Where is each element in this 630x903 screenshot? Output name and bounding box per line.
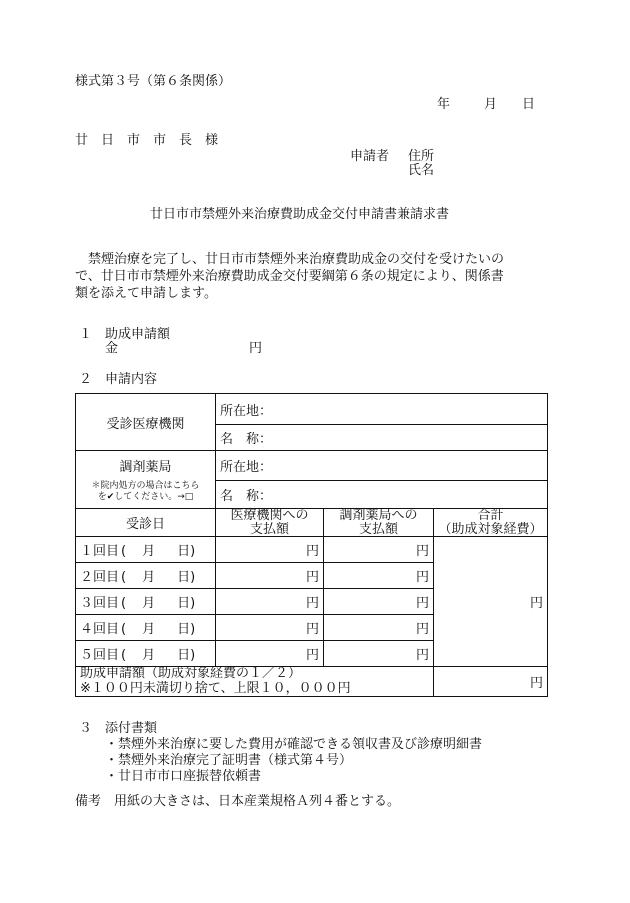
attachment-item-3: ・廿日市市口座振替依頼書 — [105, 769, 262, 784]
form-number: 様式第３号（第６条関係） — [75, 74, 232, 89]
month-label: 月 — [142, 596, 156, 612]
visit-3-pharmacy-amount[interactable]: 円 — [324, 589, 434, 615]
medical-location-field[interactable] — [216, 394, 548, 425]
col-pharmacy-line-1: 調剤薬局への — [339, 508, 418, 523]
application-table — [75, 393, 548, 697]
address-label: 住所 — [408, 149, 435, 164]
intro-line-2: で、廿日市市禁煙外来治療費助成金交付要綱第６条の規定により、関係書 — [75, 269, 504, 284]
col-pharmacy-line-2: 支払額 — [358, 521, 398, 537]
section2-heading: 申請内容 — [105, 372, 158, 387]
month-label: 月 — [142, 544, 156, 560]
total-amount[interactable]: 円 — [434, 537, 548, 667]
remarks-text: 用紙の大きさは、日本産業規格Ａ列４番とする。 — [114, 794, 401, 809]
col-visit-date: 受診日 — [76, 509, 216, 537]
applicant-label: 申請者 — [350, 149, 390, 164]
visit-5-date[interactable] — [76, 641, 216, 667]
addressee: 廿 日 市 市 長 様 — [75, 133, 219, 148]
visit-3-date[interactable] — [76, 589, 216, 615]
col-medical-payment — [216, 509, 324, 537]
document-title: 廿日市市禁煙外来治療費助成金交付申請書兼請求書 — [150, 207, 450, 222]
section3-heading: 添付書類 — [105, 721, 158, 736]
date-day-label: 日 — [522, 97, 536, 112]
date-year-label: 年 — [437, 97, 451, 112]
day-label: 日) — [177, 570, 196, 586]
open-paren: ( — [121, 570, 127, 586]
subsidy-amount[interactable]: 円 — [434, 667, 548, 697]
day-label: 日) — [177, 622, 196, 638]
pharmacy-label: 調剤薬局 — [119, 460, 172, 476]
col-pharmacy-payment — [324, 509, 434, 537]
visit-4-date[interactable] — [76, 615, 216, 641]
amount-unit: 円 — [249, 341, 263, 356]
visit-3-medical-amount[interactable]: 円 — [216, 589, 324, 615]
visit-1-date[interactable] — [76, 537, 216, 563]
date-month-label: 月 — [484, 97, 498, 112]
col-total-line-2: （助成対象経費） — [438, 521, 543, 537]
amount-prefix: 金 — [105, 341, 119, 356]
month-label: 月 — [142, 622, 156, 638]
pharmacy-note-line-2[interactable]: を✔してください。→□ — [97, 492, 194, 502]
open-paren: ( — [121, 648, 127, 664]
pharmacy-cell — [76, 451, 216, 509]
remarks-label: 備考 — [75, 794, 102, 809]
visit-label: ２回目 — [80, 570, 120, 586]
visit-5-medical-amount[interactable]: 円 — [216, 641, 324, 667]
medical-location-label: 所在地： — [220, 403, 273, 419]
visit-1-pharmacy-amount[interactable]: 円 — [324, 537, 434, 563]
medical-name-field[interactable] — [216, 425, 548, 451]
visit-4-pharmacy-amount[interactable]: 円 — [324, 615, 434, 641]
attachment-item-1: ・禁煙外来治療に要した費用が確認できる領収書及び診療明細書 — [105, 737, 483, 752]
name-label: 氏名 — [408, 163, 435, 178]
subsidy-line-1: 助成申請額（助成対象経費の１／２） — [80, 666, 302, 682]
visit-label: １回目 — [80, 544, 120, 560]
month-label: 月 — [142, 648, 156, 664]
visit-1-medical-amount[interactable]: 円 — [216, 537, 324, 563]
day-label: 日) — [177, 596, 196, 612]
subsidy-label-cell — [76, 667, 434, 697]
visit-label: ３回目 — [80, 596, 120, 612]
open-paren: ( — [121, 596, 127, 612]
intro-line-3: 類を添えて申請します。 — [75, 286, 217, 301]
visit-2-date[interactable] — [76, 563, 216, 589]
medical-institution-label: 受診医療機関 — [76, 394, 216, 451]
pharmacy-name-label: 名 称： — [220, 489, 273, 504]
intro-line-1: 禁煙治療を完了し、廿日市市禁煙外来治療費助成金の交付を受けたいの — [88, 252, 505, 267]
table-row — [76, 537, 548, 563]
section3-number: ３ — [79, 721, 93, 736]
pharmacy-location-field[interactable] — [216, 451, 548, 481]
col-medical-line-1: 医療機関への — [230, 508, 309, 523]
month-label: 月 — [142, 570, 156, 586]
section1-heading: 助成申請額 — [105, 327, 171, 342]
visit-2-medical-amount[interactable]: 円 — [216, 563, 324, 589]
visit-5-pharmacy-amount[interactable]: 円 — [324, 641, 434, 667]
pharmacy-location-label: 所在地： — [220, 460, 273, 475]
visit-2-pharmacy-amount[interactable]: 円 — [324, 563, 434, 589]
visit-4-medical-amount[interactable]: 円 — [216, 615, 324, 641]
visit-label: ５回目 — [80, 648, 120, 664]
col-total-line-1: 合計 — [477, 508, 504, 523]
visit-label: ４回目 — [80, 622, 120, 638]
col-medical-line-2: 支払額 — [249, 521, 289, 537]
subsidy-line-2: ※１００円未満切り捨て、上限１０，０００円 — [80, 680, 351, 696]
pharmacy-note-line-1: ＊院内処方の場合はこちら — [91, 481, 200, 492]
section2-number: ２ — [79, 372, 93, 387]
open-paren: ( — [121, 544, 127, 560]
day-label: 日) — [177, 544, 196, 560]
col-total — [434, 509, 548, 537]
attachment-item-2: ・禁煙外来治療完了証明書（様式第４号） — [105, 753, 353, 768]
day-label: 日) — [177, 648, 196, 664]
pharmacy-name-field[interactable] — [216, 481, 548, 509]
medical-name-label: 名 称： — [220, 432, 273, 447]
section1-number: １ — [79, 327, 93, 342]
open-paren: ( — [121, 622, 127, 638]
